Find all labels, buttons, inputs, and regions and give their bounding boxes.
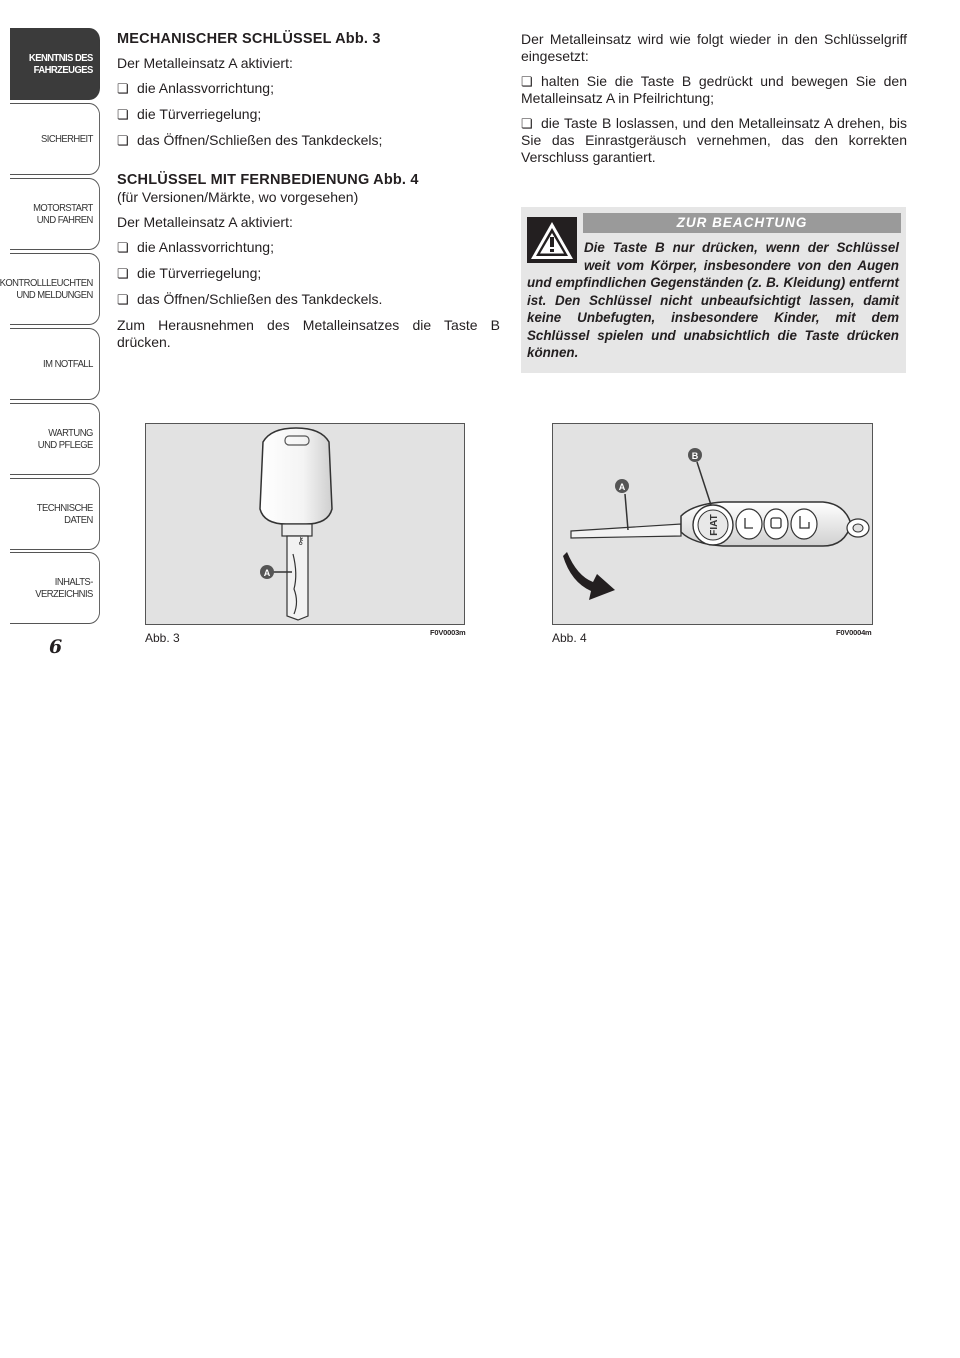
page-number: 6 (49, 636, 63, 658)
mechanical-key-illustration (146, 424, 464, 624)
tab-wartung[interactable]: WARTUNG UND PFLEGE (10, 403, 100, 475)
heading-mechanical-key: MECHANISCHER SCHLÜSSEL Abb. 3 (117, 31, 381, 47)
heading-remote-key: SCHLÜSSEL MIT FERNBEDIENUNG Abb. 4 (117, 172, 419, 188)
left-column (117, 31, 500, 351)
warning-text: Die Taste B nur drücken, wenn der Schlüssel weit vom Körper, insbesondere von den Augen und empfindlichen Gegenständen (z. B. Kleidung) entfernt ist. Den Schlüssel nicht unbeaufsichtigt lassen, damit keine Unbefugten, insbesondere Kinder, mit dem Schlüssel spielen und unabsichtlich die Taste drücken können. (527, 240, 899, 360)
tab-motorstart[interactable]: MOTORSTART UND FAHREN (10, 178, 100, 250)
tab-kenntnis[interactable]: KENNTNIS DES FAHRZEUGES (10, 28, 100, 100)
label-a: A (263, 568, 271, 578)
figure-4 (552, 423, 873, 625)
tab-im-notfall[interactable]: IM NOTFALL (10, 328, 100, 400)
warning-title: ZUR BEACHTUNG (583, 213, 901, 233)
right-column (521, 31, 907, 166)
svg-text:⚷: ⚷ (297, 536, 305, 547)
list-item: ❏ die Türverriegelung; (117, 265, 500, 282)
remote-key-illustration (553, 424, 872, 624)
list-item: ❏ die Taste B loslassen, und den Metalleinsatz A drehen, bis Sie das Einrastgeräusch vernehmen, das den korrekten Verschluss garantiert. (521, 115, 907, 166)
figure-3-code: F0V0003m (430, 628, 466, 637)
list-item: ❏ das Öffnen/Schließen des Tankdeckels. (117, 291, 500, 308)
tab-kontrollleuchten[interactable]: KONTROLLLEUCHTEN UND MELDUNGEN (10, 253, 100, 325)
figure-4-caption: Abb. 4 (552, 631, 587, 645)
list-item: ❏ die Anlassvorrichtung; (117, 80, 500, 97)
label-b: B (691, 451, 699, 461)
list-item: ❏ die Türverriegelung; (117, 106, 500, 123)
paragraph: Der Metalleinsatz wird wie folgt wieder in den Schlüsselgriff eingesetzt: (521, 31, 907, 64)
fiat-logo: FIAT (709, 514, 720, 536)
tab-inhaltsverzeichnis[interactable]: INHALTS- VERZEICHNIS (10, 552, 100, 624)
list-item: ❏ das Öffnen/Schließen des Tankdeckels; (117, 132, 500, 149)
label-a: A (618, 482, 626, 492)
intro-text: Der Metalleinsatz A aktiviert: (117, 214, 293, 230)
paragraph: Zum Herausnehmen des Metalleinsatzes die Taste B drücken. (117, 317, 500, 350)
figure-3-caption: Abb. 3 (145, 631, 180, 645)
heading-remote-key-sub: (für Versionen/Märkte, wo vorgesehen) (117, 189, 359, 205)
intro-text: Der Metalleinsatz A aktiviert: (117, 55, 293, 71)
list-item: ❏ die Anlassvorrichtung; (117, 239, 500, 256)
figure-4-code: F0V0004m (836, 628, 872, 637)
tab-sicherheit[interactable]: SICHERHEIT (10, 103, 100, 175)
tab-technische-daten[interactable]: TECHNISCHE DATEN (10, 478, 100, 550)
list-item: ❏ halten Sie die Taste B gedrückt und bewegen Sie den Metalleinsatz A in Pfeilrichtung; (521, 73, 907, 107)
figure-3 (145, 423, 465, 625)
